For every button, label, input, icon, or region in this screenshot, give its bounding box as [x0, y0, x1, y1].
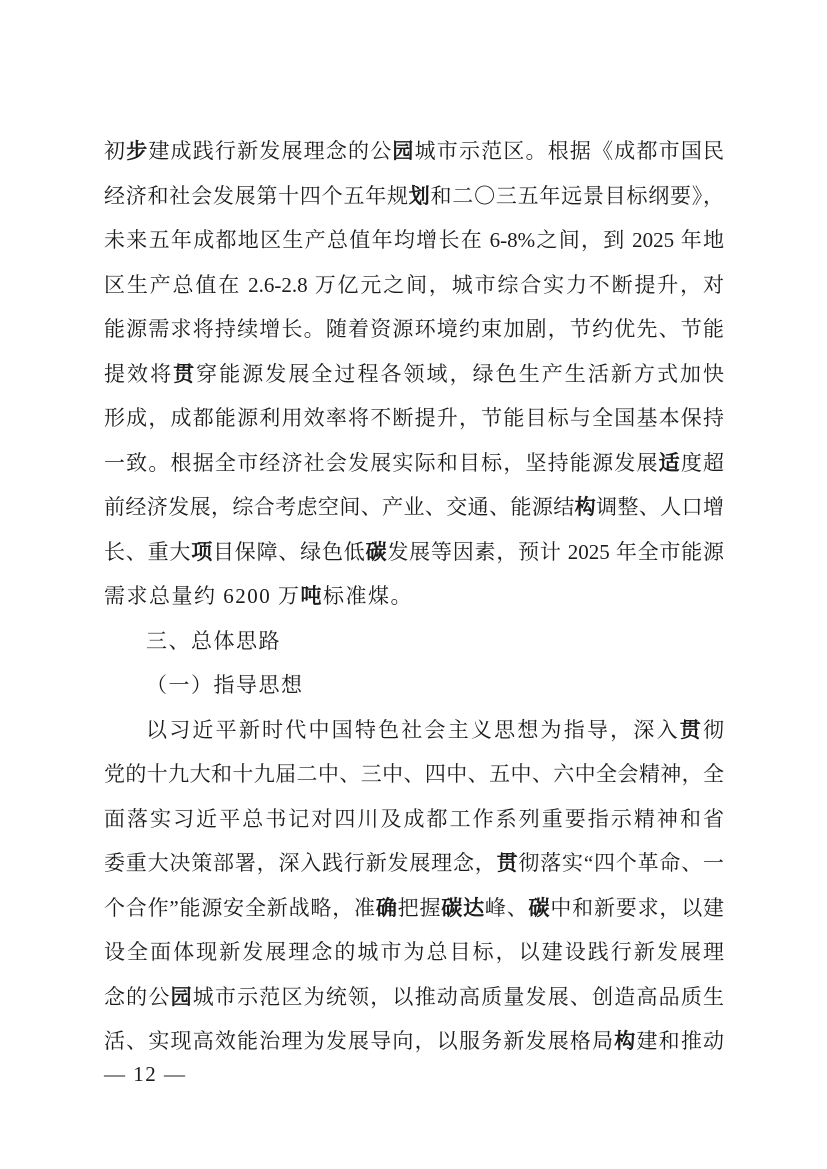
text-run: 党的十九大和十九届二中、三中、四中、五中、六中全会精神，全 — [104, 762, 724, 786]
text-run: 前经济发展，综合考虑空间、产业、交通、能源结 — [104, 495, 575, 519]
bold-text-run: 构 — [614, 1030, 637, 1053]
text-run: 把握 — [397, 895, 442, 920]
text-run: 城市示范区为统领，以推动高质量发展、创造高品质生 — [192, 984, 725, 1009]
text-line — [104, 752, 724, 797]
text-run: 建成践行新发展理念的公 — [148, 139, 393, 163]
text-run: 彻落实“四个革命、一 — [518, 851, 724, 875]
text-run: 活、实现高效能治理为发展导向，以服务新发展格局 — [104, 1029, 615, 1053]
text-line — [104, 129, 724, 174]
text-run: 三、总体思路 — [146, 628, 281, 653]
text-run: 经济和社会发展第十四个五年规 — [104, 183, 409, 208]
text-run: 能源需求将持续增长。随着资源环境约束加剧，节约优先、节能 — [104, 317, 724, 341]
text-run: 调整、人口增 — [596, 495, 725, 519]
text-line — [104, 574, 724, 619]
bold-text-run: 碳达 — [441, 896, 485, 920]
text-run: 委重大决策部署，深入践行新发展理念， — [104, 851, 497, 875]
text-line — [104, 708, 724, 753]
text-run: 以习近平新时代中国特色社会主义思想为指导，深入 — [146, 717, 680, 742]
text-line — [104, 218, 724, 263]
bold-text-run: 步 — [126, 140, 149, 163]
bold-text-run: 适 — [658, 451, 681, 475]
text-line — [104, 441, 724, 486]
page-footer — [104, 1052, 187, 1096]
text-run: 初 — [104, 139, 127, 163]
bold-text-run: 贯 — [496, 852, 519, 875]
text-line — [104, 797, 724, 842]
text-run: 标准煤。 — [323, 584, 413, 608]
text-line — [104, 841, 724, 886]
text-run: 目保障、绿色低 — [212, 539, 366, 564]
bold-text-run: 项 — [191, 540, 213, 564]
text-line — [104, 396, 724, 441]
text-run: 区生产总值在 2.6-2.8 万亿元之间，城市综合实力不断提升，对 — [104, 272, 724, 297]
text-line — [104, 530, 724, 575]
bold-text-run: 碳 — [528, 896, 551, 920]
text-run: 度超 — [680, 450, 725, 475]
text-run: 穿能源发展全过程各领域，绿色生产生活新方式加快 — [196, 361, 725, 386]
text-line — [104, 352, 724, 397]
document-body — [104, 129, 724, 1064]
text-run: 一致。根据全市经济社会发展实际和目标，坚持能源发展 — [104, 450, 659, 475]
text-run: 形成，成都能源利用效率将不断提升，节能目标与全国基本保持 — [104, 406, 724, 430]
text-run: 峰、 — [484, 895, 529, 920]
page-number: — 12 — — [104, 1062, 187, 1086]
bold-text-run: 园 — [170, 985, 193, 1009]
bold-text-run: 构 — [574, 496, 597, 519]
text-run: 个合作”能源安全新战略，准 — [104, 895, 376, 920]
text-run: 长、重大 — [104, 539, 192, 564]
text-line — [104, 485, 724, 530]
bold-text-run: 园 — [392, 140, 415, 163]
bold-text-run: 划 — [408, 184, 431, 208]
bold-text-run: 贯 — [173, 362, 197, 386]
bold-text-run: 确 — [375, 896, 398, 920]
text-run: 设全面体现新发展理念的城市为总目标，以建设践行新发展理 — [104, 940, 724, 964]
text-run: 建和推动 — [636, 1029, 725, 1053]
heading-line — [104, 619, 724, 664]
text-run: 城市示范区。根据《成都市国民 — [414, 139, 725, 163]
text-run: 中和新要求，以建 — [550, 895, 725, 920]
text-run: 彻 — [703, 717, 725, 742]
text-line — [104, 975, 724, 1020]
text-line — [104, 886, 724, 931]
text-run: 发展等因素，预计 2025 年全市能源 — [387, 539, 725, 564]
bold-text-run: 贯 — [679, 718, 704, 742]
text-line — [104, 930, 724, 975]
text-run: 提效将 — [104, 361, 174, 386]
bold-text-run: 碳 — [365, 540, 388, 564]
text-run: 未来五年成都地区生产总值年均增长在 6-8%之间，到 2025 年地 — [104, 228, 724, 252]
text-run: （一）指导思想 — [146, 673, 304, 697]
text-line — [104, 1019, 724, 1064]
text-line — [104, 307, 724, 352]
text-line — [104, 174, 724, 219]
heading-line — [104, 663, 724, 708]
text-run: 念的公 — [104, 984, 171, 1009]
text-line — [104, 263, 724, 308]
text-run: 面落实习近平总书记对四川及成都工作系列重要指示精神和省 — [104, 806, 724, 831]
text-run: 和二〇三五年远景目标纲要》， — [430, 183, 725, 208]
text-run: 需求总量约 6200 万 — [104, 584, 301, 608]
bold-text-run: 吨 — [300, 585, 323, 608]
